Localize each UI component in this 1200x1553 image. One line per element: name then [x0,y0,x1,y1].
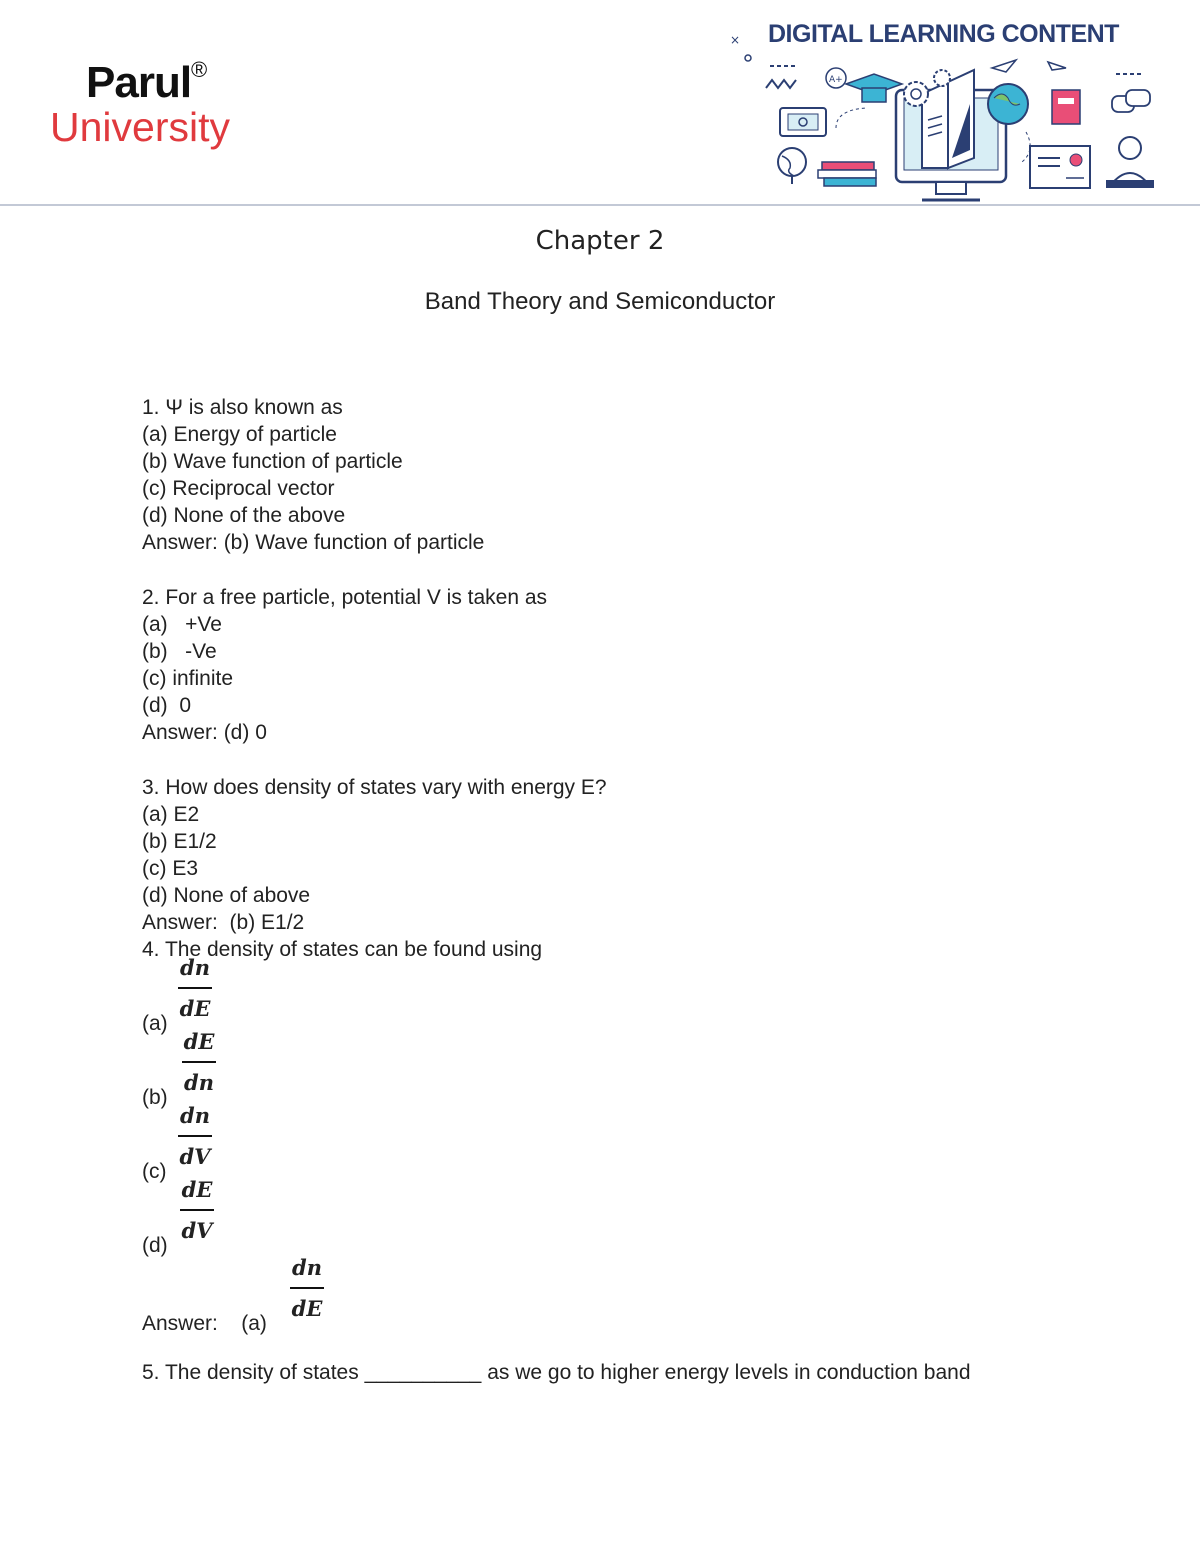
option-b: (b) -Ve [142,640,217,663]
option-c: (c) E3 [142,857,199,880]
option-c: (c) infinite [142,667,234,690]
question-text: 1. Ψ is also known as [142,396,343,419]
fraction-bar [178,987,212,989]
header-divider [0,204,1200,206]
question-5 [142,1359,1142,1386]
university-logo [86,58,206,108]
fraction [178,955,212,1022]
question-list [142,394,1142,1386]
option-a: (a) Energy of particle [142,423,337,446]
answer-label: Answer: (a) [142,1312,267,1335]
laptop-icon [780,108,826,136]
fraction-numerator: dn [180,1103,210,1128]
option-b: (b) Wave function of particle [142,450,403,473]
question-text: 3. How does density of states vary with energy E? [142,776,607,799]
sparkle-icon [730,33,740,47]
question-text: 2. For a free particle, potential V is taken as [142,586,548,609]
answer-text: Answer: (b) Wave function of particle [142,531,485,554]
books-icon [818,162,876,186]
fraction [178,1103,212,1170]
question-1 [142,394,1142,556]
dot-icon [745,55,751,61]
option-a: (a) E2 [142,803,200,826]
chapter-heading: Chapter 2 [535,226,665,256]
logo-university-text: University [50,104,230,150]
answer-text [142,1255,1142,1337]
option-label: (b) [142,1086,168,1109]
wave-icon [766,80,796,88]
certificate-icon [1030,146,1090,188]
question-text: 5. The density of states __________ as we go to higher energy levels in conduction band [142,1361,971,1384]
option-label: (c) [142,1160,167,1183]
option-d [142,1177,1142,1259]
option-a [142,955,1142,1037]
option-label: (d) [142,1234,168,1257]
fraction-numerator: dE [183,1029,215,1054]
option-d: (d) None of above [142,884,311,907]
option-d: (d) 0 [142,694,192,717]
option-label: (a) [142,1012,168,1035]
paper-plane-icon [992,60,1016,72]
earth-icon [988,84,1028,124]
fraction [182,1029,216,1096]
fraction-bar [178,1135,212,1137]
option-a: (a) +Ve [142,613,222,636]
digital-learning-illustration [726,28,1166,206]
registered-mark: ® [191,57,207,83]
fraction-denominator: dE [179,996,211,1021]
svg-text:×: × [730,33,741,47]
globe-icon [778,148,806,184]
notebook-icon [1052,90,1080,124]
support-person-icon [1106,137,1154,188]
option-d: (d) None of the above [142,504,346,527]
fraction [290,1255,324,1322]
graduation-cap-icon [826,68,902,102]
answer-text: Answer: (b) E1/2 [142,911,305,934]
fraction-denominator: dn [184,1070,214,1095]
fraction [180,1177,214,1244]
chapter-subtitle: Band Theory and Semiconductor [424,288,776,315]
page-header [0,0,1200,206]
fraction-denominator: dE [291,1296,323,1321]
svg-text:A+: A+ [829,75,843,85]
banner-title: DIGITAL LEARNING CONTENT [768,20,1119,48]
option-b: (b) E1/2 [142,830,217,853]
answer-text: Answer: (d) 0 [142,721,267,744]
fraction-bar [180,1209,214,1211]
question-text: 4. The density of states can be found using [142,938,543,961]
fraction-bar [182,1061,216,1063]
fraction-numerator: dE [181,1177,213,1202]
option-b [142,1029,1142,1111]
question-4 [142,936,1142,1337]
question-2 [142,584,1142,746]
fraction-denominator: dV [179,1144,211,1169]
logo-parul-text: Parul [86,58,192,107]
fraction-numerator: dn [292,1255,322,1280]
chat-icon [1112,90,1150,112]
fraction-numerator: dn [180,955,210,980]
question-3 [142,774,1142,936]
option-c [142,1103,1142,1185]
option-c: (c) Reciprocal vector [142,477,335,500]
fraction-denominator: dV [181,1218,213,1243]
fraction-bar [290,1287,324,1289]
